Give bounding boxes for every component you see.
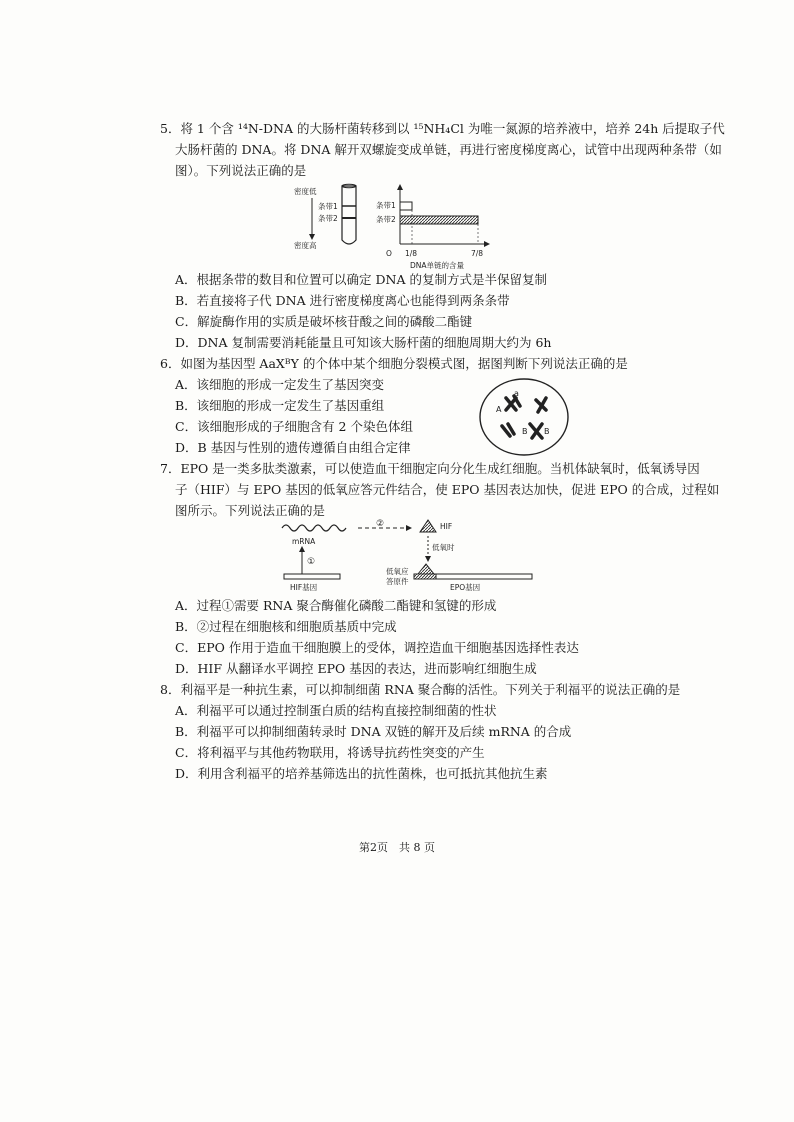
process1-label: ①: [307, 557, 316, 567]
hif-label: HIF: [440, 522, 453, 531]
process2-label: ②: [376, 519, 385, 529]
q6-option-a: A．该细胞的形成一定发生了基因突变: [175, 377, 385, 392]
hypoxia-label: 低氧时: [432, 543, 455, 552]
gene-label-A: A: [496, 405, 502, 414]
tick-1-8: 1/8: [405, 249, 418, 258]
bar-band1: [400, 202, 412, 210]
tick-7-8: 7/8: [471, 249, 484, 258]
q8-option-b: B．利福平可以抑制细菌转录时 DNA 双链的解开及后续 mRNA 的合成: [175, 724, 572, 739]
response-element-region: [414, 574, 436, 579]
hypoxia-arrow-head: [425, 556, 431, 562]
q7-option-b: B．②过程在细胞核和细胞质基质中完成: [175, 619, 397, 634]
q7-option-a: A．过程①需要 RNA 聚合酶催化磷酸二酯键和氢键的形成: [175, 598, 497, 613]
q7-option-d: D．HIF 从翻译水平调控 EPO 基因的表达，进而影响红细胞生成: [175, 661, 537, 676]
test-tube: [342, 186, 356, 244]
hif-protein-shape: [420, 520, 436, 532]
response-element-label-1: 低氧应: [386, 567, 409, 576]
y-band2-label: 条带2: [376, 215, 396, 224]
q7-epo-pathway-figure: [278, 518, 538, 594]
gene-label-B-right: B: [544, 427, 550, 436]
gene-label-B-left: B: [522, 427, 528, 436]
q6-option-b: B．该细胞的形成一定发生了基因重组: [175, 398, 385, 413]
gene-label-a: a: [514, 389, 519, 398]
q6-stem-line-1: 6．如图为基因型 AaXᴮY 的个体中某个细胞分裂模式图，据图判断下列说法正确的是: [160, 356, 628, 371]
y-axis-arrow: [397, 184, 403, 190]
q5-stem-line-2: 大肠杆菌的 DNA。将 DNA 解开双螺旋变成单链，再进行密度梯度离心，试管中出现两种条带（如: [175, 142, 722, 157]
q5-stem-line-1: 5．将 1 个含 ¹⁴N-DNA 的大肠杆菌转移到以 ¹⁵NH₄Cl 为唯一氮源的培养液中，培养 24h 后提取子代: [160, 121, 725, 136]
q5-option-a: A．根据条带的数目和位置可以确定 DNA 的复制方式是半保留复制: [175, 272, 547, 287]
q7-stem-line-1: 7．EPO 是一类多肽类激素，可以使造血干细胞定向分化生成红细胞。当机体缺氧时，低氧诱导因: [160, 461, 700, 476]
chromosome-group-upper-left: [506, 396, 520, 410]
hif-bound-shape: [418, 564, 434, 574]
density-arrow-head: [309, 234, 315, 240]
epo-gene-label: EPO基因: [450, 583, 481, 592]
response-element-label-2: 答原件: [386, 577, 409, 586]
q8-option-d: D．利用含利福平的培养基筛选出的抗性菌株，也可抵抗其他抗生素: [175, 766, 548, 781]
mrna-wave: [282, 525, 346, 531]
tube-band1-label: 条带1: [318, 202, 338, 211]
q7-stem-line-3: 图所示。下列说法正确的是: [175, 503, 326, 518]
tube-band2-label: 条带2: [318, 214, 338, 223]
y-band1-label: 条带1: [376, 201, 396, 210]
q5-centrifuge-figure: [290, 182, 490, 270]
hif-gene-bar: [284, 574, 340, 579]
q8-option-a: A．利福平可以通过控制蛋白质的结构直接控制细菌的性状: [175, 703, 497, 718]
q5-option-d: D．DNA 复制需要消耗能量且可知该大肠杆菌的细胞周期大约为 6h: [175, 335, 552, 350]
chromosome-group-lower-right: [530, 424, 542, 438]
q8-option-c: C．将利福平与其他药物联用，将诱导抗药性突变的产生: [175, 745, 485, 760]
cell-membrane: [480, 379, 568, 455]
q6-cell-division-figure: [476, 376, 572, 458]
chromosome-group-upper-right: [536, 398, 546, 412]
q7-option-c: C．EPO 作用于造血干细胞膜上的受体，调控造血干细胞基因选择性表达: [175, 640, 579, 655]
chromosome-group-lower-left: [502, 424, 514, 436]
q5-stem-line-3: 图）。下列说法正确的是: [175, 163, 307, 178]
q5-option-c: C．解旋酶作用的实质是破坏核苷酸之间的磷酸二酯键: [175, 314, 473, 329]
q5-option-b: B．若直接将子代 DNA 进行密度梯度离心也能得到两条条带: [175, 293, 510, 308]
process2-arrow-head: [406, 525, 412, 531]
origin-label: O: [386, 249, 392, 258]
q6-option-d: D．B 基因与性别的遗传遵循自由组合定律: [175, 440, 411, 455]
page-footer: 第2页 共 8 页: [359, 841, 435, 854]
mrna-label: mRNA: [292, 537, 316, 546]
hif-gene-label: HIF基因: [290, 583, 318, 592]
tube-top-label: 密度低: [294, 187, 317, 196]
q7-stem-line-2: 子（HIF）与 EPO 基因的低氧应答元件结合，使 EPO 基因表达加快，促进 EPO 的合成，过程如: [175, 482, 720, 497]
x-axis-title: DNA单链的含量: [410, 261, 465, 270]
process1-arrow-head: [299, 546, 305, 552]
q8-stem-line-1: 8．利福平是一种抗生素，可以抑制细菌 RNA 聚合酶的活性。下列关于利福平的说法正确的是: [160, 682, 681, 697]
x-axis-arrow: [484, 241, 490, 247]
q6-option-c: C．该细胞形成的子细胞含有 2 个染色体组: [175, 419, 413, 434]
tube-bottom-label: 密度高: [294, 241, 317, 250]
